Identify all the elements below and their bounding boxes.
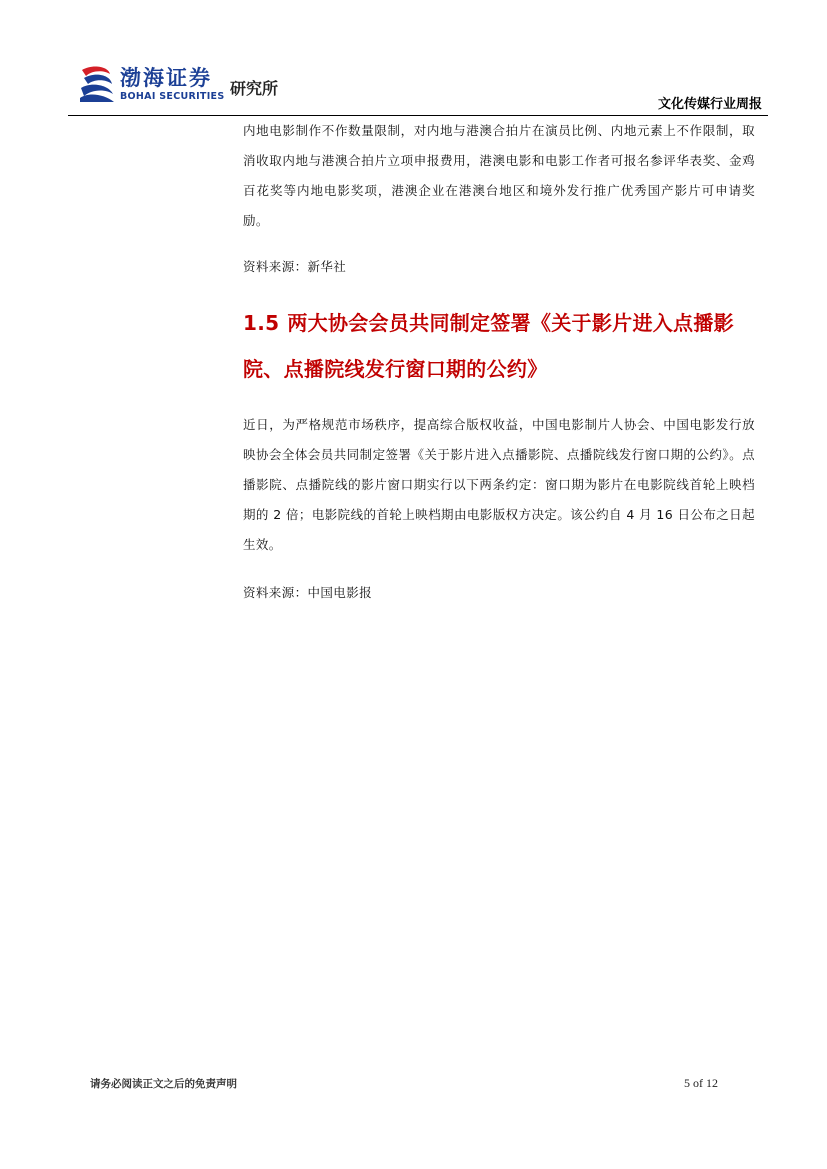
disclaimer-text: 请务必阅读正文之后的免责声明 — [90, 1078, 237, 1090]
department-label: 研究所 — [230, 79, 279, 98]
source-note-2: 资料来源：中国电影报 — [243, 585, 373, 600]
source-note-1: 资料来源：新华社 — [243, 259, 347, 274]
page-footer — [90, 1076, 718, 1096]
section-heading — [243, 300, 755, 392]
main-content — [243, 116, 755, 604]
section-title: 两大协会会员共同制定签署《关于影片进入点播影院、点播院线发行窗口期的公约》 — [243, 311, 734, 381]
body-paragraph-2: 近日，为严格规范市场秩序，提高综合版权收益，中国电影制片人协会、中国电影发行放映协会全体会员共同制定签署《关于影片进入点播影院、点播院线发行窗口期的公约》。点播影院、点播院线的影片窗口期实行以下两条约定：窗口期为影片在电影院线首轮上映档期的 2 倍；电影院线的首轮上映档期由电影版权方决定。该公约自 4 月 16 日公布之日起生效。 — [243, 417, 755, 552]
section-number: 1.5 — [243, 311, 280, 335]
logo-chinese-name: 渤海证券 — [120, 65, 212, 90]
logo-english-name: BOHAI SECURITIES — [120, 91, 225, 102]
bohai-logo-icon — [78, 64, 116, 104]
page-number: 5 of 12 — [684, 1076, 718, 1090]
body-paragraph-1: 内地电影制作不作数量限制，对内地与港澳合拍片在演员比例、内地元素上不作限制，取消收取内地与港澳合拍片立项申报费用，港澳电影和电影工作者可报名参评华表奖、金鸡百花奖等内地电影奖项，港澳企业在港澳台地区和境外发行推广优秀国产影片可申请奖励。 — [243, 123, 755, 228]
page-header — [78, 60, 766, 116]
report-type-label: 文化传媒行业周报 — [657, 97, 762, 112]
